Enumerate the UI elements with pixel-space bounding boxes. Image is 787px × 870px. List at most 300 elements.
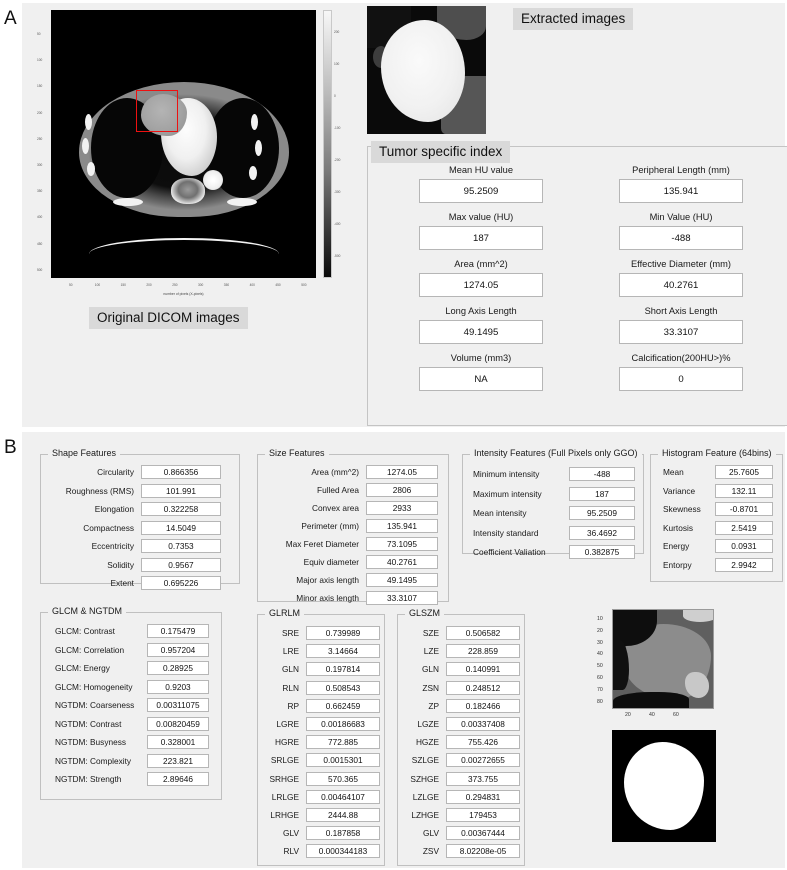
glrlm-feature-label: GLN [281, 664, 299, 675]
glrlm-feature-value[interactable]: 0.0015301 [306, 753, 380, 767]
shape-feature-value[interactable]: 0.322258 [141, 502, 221, 516]
dicom-colorbar-tick: -400 [334, 222, 341, 226]
tumor-index-left-item [386, 306, 576, 344]
roi-gray-y-tick: 80 [597, 698, 603, 705]
glcm-ngtdm-feature-row [43, 735, 209, 749]
glszm-feature-row [402, 699, 520, 713]
glrlm-feature-row [262, 808, 380, 822]
glcm-ngtdm-feature-row [43, 624, 209, 638]
roi-grayscale-image [612, 609, 714, 709]
ct-rib [113, 198, 143, 206]
extracted-nodule [381, 20, 465, 122]
shape-features-group [40, 448, 240, 588]
glrlm-feature-label: RLN [282, 682, 299, 693]
size-feature-label: Minor axis length [296, 593, 359, 603]
glcm-ngtdm-feature-label: NGTDM: Complexity [55, 755, 132, 766]
glszm-title: GLSZM [405, 608, 444, 618]
glrlm-feature-value[interactable]: 3.14664 [306, 644, 380, 658]
roi-mask-blob [624, 742, 704, 830]
tumor-index-right-label: Min Value (HU) [649, 212, 713, 222]
glszm-feature-label: SZE [422, 628, 439, 638]
shape-feature-row [45, 539, 221, 553]
shape-feature-label: Extent [110, 578, 134, 588]
glszm-feature-row [402, 644, 520, 658]
glcm-ngtdm-feature-row [43, 680, 209, 694]
glcm-ngtdm-feature-row [43, 661, 209, 675]
dicom-y-tick: 450 [37, 241, 43, 246]
tumor-index-left-item [386, 353, 576, 391]
histogram-feature-value[interactable]: 2.9942 [715, 558, 773, 572]
dicom-x-axis-label: number of pixels (X-pixels) [163, 292, 204, 296]
glcm-ngtdm-feature-label: NGTDM: Coarseness [55, 700, 135, 710]
tumor-index-right-value[interactable]: 135.941 [619, 179, 743, 203]
glszm-feature-label: SZLGE [411, 755, 439, 766]
histogram-features-rows [653, 465, 773, 576]
glrlm-feature-row [262, 753, 380, 767]
tumor-index-left-label: Long Axis Length [445, 306, 517, 316]
shape-feature-row [45, 521, 221, 535]
original-dicom-figure [25, 6, 343, 306]
roi-gray-x-tick: 60 [673, 712, 679, 718]
histogram-feature-label: Entorpy [663, 559, 692, 570]
tumor-index-right-value[interactable]: 40.2761 [619, 273, 743, 297]
glszm-feature-label: HGZE [415, 737, 439, 748]
glrlm-feature-label: GLV [283, 828, 299, 839]
tumor-index-left-label: Max value (HU) [448, 212, 514, 222]
dicom-x-tick: 50 [69, 283, 73, 287]
shape-features-title: Shape Features [48, 448, 120, 458]
intensity-feature-row [465, 487, 635, 501]
section-a [22, 3, 785, 427]
panel-label-a: A [4, 8, 17, 29]
glcm-ngtdm-feature-value[interactable]: 0.28925 [147, 661, 209, 675]
ct-rib [85, 114, 92, 130]
dicom-y-tick: 300 [37, 163, 43, 167]
dicom-x-tick: 350 [223, 283, 230, 287]
tumor-index-left-item [386, 259, 576, 297]
histogram-feature-row [653, 558, 773, 572]
glrlm-feature-label: LGRE [276, 718, 299, 729]
intensity-feature-row [465, 506, 635, 520]
glszm-feature-value[interactable]: 228.859 [446, 644, 520, 658]
tumor-index-right-item [586, 165, 776, 203]
dicom-y-tick: 350 [37, 189, 43, 194]
dicom-colorbar-tick: -200 [334, 158, 341, 162]
ct-rib [255, 140, 262, 156]
roi-gray-y-tick: 70 [597, 686, 603, 693]
dicom-y-tick: 50 [37, 32, 41, 36]
glrlm-feature-row [262, 681, 380, 695]
roi-bright-bottom-right [685, 672, 709, 698]
glrlm-feature-value[interactable]: 0.508543 [306, 681, 380, 695]
glrlm-feature-value[interactable]: 0.197814 [306, 662, 380, 676]
glszm-feature-label: ZSV [422, 846, 439, 857]
glszm-feature-row [402, 772, 520, 786]
size-feature-row [260, 465, 438, 479]
roi-selection-box[interactable] [136, 90, 178, 132]
dicom-colorbar-tick: -300 [334, 190, 341, 194]
size-feature-value[interactable]: 2933 [366, 501, 438, 515]
intensity-feature-label: Coefficient Valiation [473, 547, 546, 557]
shape-feature-row [45, 465, 221, 479]
histogram-feature-row [653, 502, 773, 516]
histogram-feature-label: Mean [663, 467, 684, 477]
dicom-image [51, 10, 316, 278]
glrlm-feature-value[interactable]: 2444.88 [306, 808, 380, 822]
glszm-feature-row [402, 790, 520, 804]
glszm-feature-label: SZHGE [410, 773, 439, 784]
tumor-index-left-value[interactable]: 1274.05 [419, 273, 543, 297]
glrlm-feature-row [262, 844, 380, 858]
glrlm-feature-value[interactable]: 0.00464107 [306, 790, 380, 804]
glrlm-feature-value[interactable]: 570.365 [306, 772, 380, 786]
dicom-y-tick: 200 [37, 110, 43, 115]
histogram-feature-value[interactable]: 132.11 [715, 484, 773, 498]
tumor-index-right-label: Effective Diameter (mm) [630, 259, 732, 269]
ct-aorta [203, 170, 223, 190]
ct-rib [82, 138, 89, 154]
roi-gray-y-tick: 60 [597, 675, 603, 681]
glszm-feature-row [402, 662, 520, 676]
glszm-feature-row [402, 626, 520, 640]
intensity-feature-label: Minimum intensity [473, 469, 540, 479]
glrlm-feature-label: LRLGE [271, 791, 299, 802]
size-feature-value[interactable]: 33.3107 [366, 591, 438, 605]
glszm-feature-row [402, 735, 520, 749]
tumor-index-right-label: Short Axis Length [644, 306, 718, 316]
glrlm-feature-row [262, 644, 380, 658]
roi-gray-y-tick: 10 [597, 616, 603, 622]
roi-gray-x-tick: 40 [649, 712, 655, 718]
dicom-x-axis-ticks [51, 283, 316, 291]
glrlm-feature-value[interactable]: 0.187858 [306, 826, 380, 840]
ct-rib [251, 114, 258, 130]
glrlm-feature-value[interactable]: 0.662459 [306, 699, 380, 713]
dicom-x-tick: 250 [172, 283, 178, 287]
glszm-feature-label: ZP [428, 700, 439, 711]
glrlm-feature-label: LRHGE [270, 809, 299, 820]
shape-feature-value[interactable]: 0.695226 [141, 576, 221, 590]
tumor-index-left-value[interactable]: NA [419, 367, 543, 391]
shape-feature-value[interactable]: 0.866356 [141, 465, 221, 479]
glcm-ngtdm-feature-label: NGTDM: Strength [55, 774, 122, 784]
intensity-features-rows [465, 467, 635, 565]
histogram-feature-label: Energy [663, 541, 690, 551]
glszm-feature-label: LZE [423, 646, 439, 657]
glszm-feature-value[interactable]: 373.755 [446, 772, 520, 786]
glrlm-feature-row [262, 717, 380, 731]
glcm-ngtdm-feature-value[interactable]: 0.175479 [147, 624, 209, 638]
glszm-feature-label: LGZE [417, 718, 439, 729]
glcm-ngtdm-feature-value[interactable]: 223.821 [147, 754, 209, 768]
glrlm-feature-label: RP [287, 700, 299, 711]
size-feature-label: Max Feret Diameter [285, 539, 359, 549]
size-feature-label: Major axis length [296, 575, 359, 585]
shape-feature-value[interactable]: 101.991 [141, 484, 221, 498]
intensity-feature-label: Intensity standard [473, 527, 539, 538]
size-features-rows [260, 465, 438, 609]
histogram-feature-label: Variance [663, 485, 696, 496]
dicom-y-tick: 400 [37, 215, 43, 220]
tumor-index-right-item [586, 259, 776, 297]
shape-feature-label: Elongation [94, 504, 134, 514]
glszm-feature-value[interactable]: 0.294831 [446, 790, 520, 804]
dicom-colorbar-ticks [333, 10, 347, 278]
dicom-y-axis-ticks [33, 10, 51, 278]
glrlm-feature-row [262, 826, 380, 840]
tumor-index-left-label: Volume (mm3) [450, 353, 512, 363]
roi-grayscale-figure [592, 607, 717, 725]
histogram-feature-row [653, 539, 773, 553]
glszm-feature-value[interactable]: 8.02208e-05 [446, 844, 520, 858]
dicom-y-tick: 250 [37, 136, 43, 141]
glszm-feature-row [402, 753, 520, 767]
shape-feature-value[interactable]: 0.9567 [141, 558, 221, 572]
dicom-x-tick: 150 [120, 283, 126, 287]
glcm-ngtdm-feature-value[interactable]: 0.9203 [147, 680, 209, 694]
roi-gray-y-tick: 50 [597, 663, 603, 670]
shape-feature-label: Circularity [97, 467, 134, 477]
dicom-colorbar [323, 10, 332, 278]
intensity-features-group [462, 448, 644, 557]
glszm-feature-value[interactable]: 0.506582 [446, 626, 520, 640]
glcm-ngtdm-feature-value[interactable]: 0.328001 [147, 735, 209, 749]
ct-rib [227, 198, 257, 206]
tumor-index-left-label: Area (mm^2) [454, 259, 508, 269]
glszm-feature-value[interactable]: 0.140991 [446, 662, 520, 676]
shape-feature-label: Eccentricity [91, 541, 134, 551]
glrlm-feature-label: HGRE [275, 737, 299, 748]
glrlm-rows [262, 626, 380, 862]
caption-tumor-specific-index: Tumor specific index [371, 141, 510, 163]
glrlm-title: GLRLM [265, 608, 304, 618]
intensity-feature-label: Mean intensity [473, 508, 527, 518]
intensity-feature-value[interactable]: 95.2509 [569, 506, 635, 520]
histogram-features-title: Histogram Feature (64bins) [658, 448, 776, 458]
dicom-y-tick: 500 [37, 267, 43, 272]
glszm-feature-label: LZHGE [411, 809, 439, 820]
glszm-feature-value[interactable]: 755.426 [446, 735, 520, 749]
ct-spine [171, 178, 205, 204]
size-feature-row [260, 573, 438, 587]
dicom-x-tick: 300 [198, 283, 204, 287]
dicom-colorbar-tick: 200 [334, 30, 340, 34]
glrlm-feature-row [262, 735, 380, 749]
size-feature-label: Equiv diameter [303, 557, 359, 567]
roi-binary-mask-image [612, 730, 716, 842]
dicom-colorbar-tick: -500 [334, 254, 341, 258]
size-feature-label: Perimeter (mm) [301, 521, 359, 531]
glrlm-feature-label: SRHGE [269, 773, 299, 784]
glszm-feature-label: ZSN [422, 682, 439, 693]
size-feature-label: Fulled Area [317, 485, 359, 495]
roi-dark-bottom [613, 692, 689, 709]
dicom-y-tick: 150 [37, 84, 43, 89]
histogram-feature-value[interactable]: 2.5419 [715, 521, 773, 535]
intensity-feature-row [465, 545, 635, 559]
roi-binary-mask-figure [592, 722, 717, 852]
tumor-specific-index-group [367, 146, 787, 426]
glszm-feature-value[interactable]: 0.00367444 [446, 826, 520, 840]
tumor-index-right-item [586, 212, 776, 250]
histogram-feature-row [653, 465, 773, 479]
shape-feature-value[interactable]: 14.5049 [141, 521, 221, 535]
tumor-index-left-value[interactable]: 187 [419, 226, 543, 250]
dicom-x-tick: 100 [94, 283, 101, 287]
panel-label-b: B [4, 437, 17, 458]
glrlm-group [257, 608, 385, 866]
intensity-feature-label: Maximum intensity [473, 488, 542, 499]
glcm-ngtdm-rows [43, 624, 209, 791]
glcm-ngtdm-feature-value[interactable]: 0.957204 [147, 643, 209, 657]
glcm-ngtdm-feature-row [43, 643, 209, 657]
glrlm-feature-row [262, 772, 380, 786]
dicom-x-tick: 450 [275, 283, 281, 287]
section-b [22, 432, 785, 868]
tumor-index-left-column [386, 165, 576, 400]
roi-bright-top-right [683, 610, 714, 622]
tumor-index-right-value[interactable]: -488 [619, 226, 743, 250]
shape-feature-label: Compactness [83, 522, 134, 533]
intensity-feature-value[interactable]: 187 [569, 487, 635, 501]
size-feature-row [260, 501, 438, 515]
glszm-feature-value[interactable]: 179453 [446, 808, 520, 822]
size-features-title: Size Features [265, 448, 329, 458]
glrlm-feature-label: LRE [282, 646, 299, 657]
intensity-features-title: Intensity Features (Full Pixels only GGO) [470, 448, 642, 458]
glszm-rows [402, 626, 520, 862]
roi-gray-x-tick: 20 [625, 712, 631, 718]
glszm-feature-row [402, 808, 520, 822]
glszm-group [397, 608, 525, 866]
tumor-index-left-item [386, 212, 576, 250]
glszm-feature-label: GLV [423, 828, 439, 839]
extracted-image [367, 6, 486, 134]
dicom-x-tick: 500 [301, 283, 307, 287]
tumor-index-left-value[interactable]: 49.1495 [419, 320, 543, 344]
roi-gray-y-tick: 40 [597, 651, 603, 658]
dicom-x-tick: 400 [249, 283, 255, 287]
ct-rib [249, 166, 257, 180]
glrlm-feature-value[interactable]: 0.000344183 [306, 844, 380, 858]
size-feature-value[interactable]: 135.941 [366, 519, 438, 533]
dicom-y-tick: 100 [37, 58, 43, 63]
histogram-features-group [650, 448, 783, 582]
tumor-index-right-item [586, 306, 776, 344]
shape-feature-row [45, 502, 221, 516]
glcm-ngtdm-feature-label: NGTDM: Contrast [55, 718, 122, 729]
glrlm-feature-value[interactable]: 0.739989 [306, 626, 380, 640]
size-feature-row [260, 519, 438, 533]
glcm-ngtdm-feature-label: GLCM: Homogeneity [55, 681, 133, 692]
tumor-index-right-label: Peripheral Length (mm) [632, 165, 730, 175]
tumor-index-right-value[interactable]: 0 [619, 367, 743, 391]
size-feature-value[interactable]: 1274.05 [366, 465, 438, 479]
tumor-index-right-item [586, 353, 776, 391]
histogram-feature-value[interactable]: 25.7605 [715, 465, 773, 479]
glcm-ngtdm-group [40, 606, 222, 800]
histogram-feature-label: Kurtosis [663, 522, 693, 533]
intensity-feature-value[interactable]: 0.382875 [569, 545, 635, 559]
glrlm-feature-value[interactable]: 0.00186683 [306, 717, 380, 731]
glcm-ngtdm-feature-row [43, 754, 209, 768]
tumor-index-right-value[interactable]: 33.3107 [619, 320, 743, 344]
glszm-feature-row [402, 844, 520, 858]
roi-gray-y-tick: 30 [597, 639, 603, 646]
intensity-feature-row [465, 467, 635, 481]
glcm-ngtdm-feature-value[interactable]: 0.00311075 [147, 698, 209, 712]
shape-feature-row [45, 576, 221, 590]
intensity-feature-value[interactable]: -488 [569, 467, 635, 481]
glcm-ngtdm-feature-row [43, 698, 209, 712]
size-feature-row [260, 483, 438, 497]
tumor-index-left-value[interactable]: 95.2509 [419, 179, 543, 203]
size-feature-value[interactable]: 2806 [366, 483, 438, 497]
size-feature-row [260, 555, 438, 569]
glszm-feature-value[interactable]: 0.00337408 [446, 717, 520, 731]
glcm-ngtdm-feature-value[interactable]: 2.89646 [147, 772, 209, 786]
glrlm-feature-row [262, 790, 380, 804]
tumor-index-left-item [386, 165, 576, 203]
dicom-x-tick: 200 [146, 283, 152, 287]
glcm-ngtdm-feature-label: GLCM: Correlation [55, 644, 125, 655]
size-feature-value[interactable]: 40.2761 [366, 555, 438, 569]
glcm-ngtdm-feature-label: NGTDM: Busyness [55, 737, 126, 747]
caption-extracted-images: Extracted images [513, 8, 633, 30]
glcm-ngtdm-title: GLCM & NGTDM [48, 606, 126, 616]
size-feature-row [260, 537, 438, 551]
glrlm-feature-label: RLV [283, 846, 299, 857]
tumor-index-right-label: Calcification(200HU>)% [631, 353, 731, 363]
ct-table-edge [89, 238, 279, 254]
glszm-feature-row [402, 717, 520, 731]
glcm-ngtdm-feature-label: GLCM: Energy [55, 663, 110, 673]
shape-feature-label: Solidity [107, 559, 134, 570]
size-features-group [257, 448, 449, 603]
histogram-feature-row [653, 484, 773, 498]
size-feature-value[interactable]: 73.1095 [366, 537, 438, 551]
intensity-feature-value[interactable]: 36.4692 [569, 526, 635, 540]
size-feature-value[interactable]: 49.1495 [366, 573, 438, 587]
glcm-ngtdm-feature-label: GLCM: Contrast [55, 626, 115, 636]
size-feature-label: Convex area [311, 503, 359, 513]
shape-feature-value[interactable]: 0.7353 [141, 539, 221, 553]
shape-feature-row [45, 484, 221, 498]
caption-original-dicom: Original DICOM images [89, 307, 248, 329]
glcm-ngtdm-feature-value[interactable]: 0.00820459 [147, 717, 209, 731]
histogram-feature-row [653, 521, 773, 535]
glszm-feature-value[interactable]: 0.182466 [446, 699, 520, 713]
tumor-index-right-column [586, 165, 776, 400]
tumor-index-left-label: Mean HU value [448, 165, 514, 175]
size-feature-row [260, 591, 438, 605]
size-feature-label: Area (mm^2) [311, 467, 359, 477]
glrlm-feature-label: SRLGE [270, 755, 299, 766]
dicom-colorbar-tick: 0 [334, 94, 336, 98]
glcm-ngtdm-feature-row [43, 772, 209, 786]
glszm-feature-row [402, 681, 520, 695]
shape-feature-row [45, 558, 221, 572]
shape-feature-label: Roughness (RMS) [65, 485, 134, 496]
glszm-feature-value[interactable]: 0.248512 [446, 681, 520, 695]
histogram-feature-label: Skewness [663, 504, 701, 514]
glrlm-feature-row [262, 699, 380, 713]
glrlm-feature-value[interactable]: 772.885 [306, 735, 380, 749]
glszm-feature-value[interactable]: 0.00272655 [446, 753, 520, 767]
histogram-feature-value[interactable]: 0.0931 [715, 539, 773, 553]
histogram-feature-value[interactable]: -0.8701 [715, 502, 773, 516]
glcm-ngtdm-feature-row [43, 717, 209, 731]
